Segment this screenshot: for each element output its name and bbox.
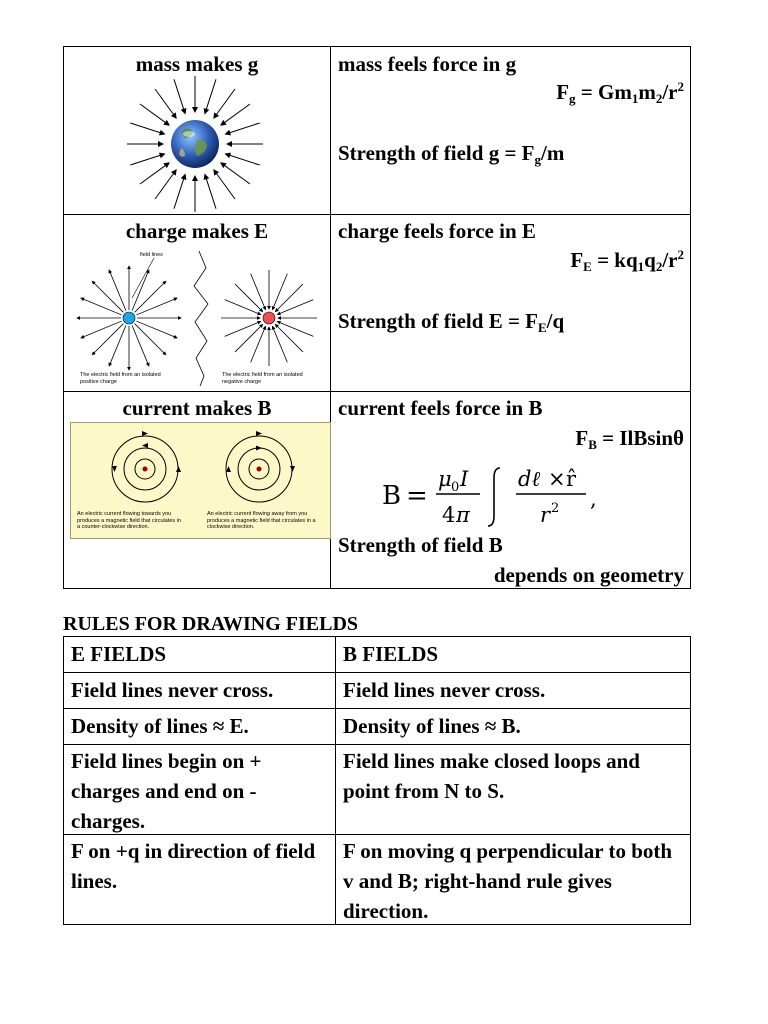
gravity-field-arrow	[221, 163, 250, 184]
negative-charge-caption: The electric field from an isolated negative charge	[222, 372, 303, 385]
e-rule-cell: Field lines begin on + charges and end on - charges.	[71, 749, 262, 833]
gravity-field-arrow	[214, 89, 235, 118]
table-border	[335, 636, 336, 925]
rules-title: RULES FOR DRAWING FIELDS	[63, 613, 359, 635]
svg-text:B: B	[382, 481, 402, 511]
clockwise-caption: An electric current flowing away from you produces a magnetic field that circulates in a clockwise direction.	[207, 511, 316, 530]
e-fields-header: E FIELDS	[71, 642, 167, 666]
inward-field-line	[275, 324, 303, 352]
svg-text:,: ,	[590, 487, 597, 511]
gravity-field-arrow	[205, 174, 216, 208]
outward-field-line	[81, 321, 122, 338]
outward-field-line	[109, 325, 126, 366]
outward-field-line	[92, 281, 123, 312]
counter-clockwise-caption: An electric current flowing towards you produces a magnetic field that circulates in a counter-clockwise direction.	[77, 511, 181, 530]
outward-field-line	[132, 325, 149, 366]
table-border	[63, 46, 691, 47]
gravity-field-arrow	[140, 104, 169, 125]
earth-gravity-diagram	[125, 74, 265, 214]
b-rule-cell: Field lines never cross.	[343, 678, 546, 702]
outward-field-line	[109, 270, 126, 311]
earth-globe	[171, 120, 219, 168]
gravity-field-arrow	[205, 79, 216, 113]
table-border	[63, 214, 691, 215]
gravity-force-equation: $F_g = Gm_1m_2/r^2$	[556, 79, 684, 106]
svg-text:2: 2	[551, 501, 560, 516]
magnetic-force-equation: $F_B = IlBsin\theta$	[575, 426, 684, 452]
svg-text:μ: μ	[438, 467, 452, 491]
b-rule-cell: Density of lines ≈ B.	[343, 714, 521, 738]
gravity-field-arrow	[155, 170, 176, 199]
svg-text:dℓ: dℓ	[518, 467, 541, 491]
svg-text:r̂: r̂	[566, 467, 577, 491]
magnetic-force-heading: current feels force in B	[338, 396, 543, 420]
gravity-field-arrow	[225, 154, 259, 165]
e-rule-cell: Field lines never cross.	[71, 678, 274, 702]
table-border	[63, 636, 64, 925]
gravity-field-arrow	[140, 163, 169, 184]
negative-charge	[263, 312, 275, 324]
svg-text:4: 4	[442, 503, 456, 527]
inward-field-line	[277, 321, 313, 336]
outward-field-line	[135, 281, 166, 312]
positive-charge	[123, 312, 135, 324]
electric-field-strength: Strength of field $E = F_E/q$	[338, 309, 565, 335]
field-lines-label: field lines	[140, 252, 163, 258]
gravity-field-arrow	[130, 154, 164, 165]
e-rule-cell: Density of lines ≈ E.	[71, 714, 249, 738]
electric-force-heading: charge feels force in E	[338, 219, 536, 243]
gravity-source-heading: mass makes g	[135, 52, 259, 76]
table-border	[63, 708, 691, 709]
table-border	[690, 636, 691, 925]
gravity-field-arrow	[155, 89, 176, 118]
inward-field-line	[272, 326, 287, 362]
table-border	[63, 46, 64, 589]
outward-field-line	[136, 298, 177, 315]
gravity-field-arrow	[174, 174, 185, 208]
inward-field-line	[275, 284, 303, 312]
table-border	[63, 391, 691, 392]
gravity-field-arrow	[221, 104, 250, 125]
table-border	[63, 588, 691, 589]
inward-field-line	[225, 300, 261, 315]
table-border	[63, 636, 691, 637]
electric-force-equation: $F_E = kq_1q_2/r^2$	[570, 247, 684, 274]
current-loops-diagram	[71, 423, 330, 513]
magnetic-field-geometry-note: depends on geometry	[493, 563, 684, 587]
b-rule-cell: Field lines make closed loops and point from N to S.	[343, 749, 640, 803]
inward-field-line	[225, 321, 261, 336]
gravity-field-arrow	[174, 79, 185, 113]
inward-field-line	[272, 274, 287, 310]
outward-field-line	[81, 298, 122, 315]
table-border	[63, 672, 691, 673]
gravity-force-heading: mass feels force in g	[338, 52, 517, 76]
svg-text:I: I	[460, 467, 469, 491]
gravity-field-arrow	[225, 123, 259, 134]
outward-field-line	[132, 270, 149, 311]
gravity-field-strength: Strength of field $g = F_g/m$	[338, 141, 565, 167]
outward-field-line	[92, 324, 123, 355]
magnetic-field-panel	[70, 422, 331, 539]
positive-charge-caption: The electric field from an isolated positive charge	[80, 372, 161, 385]
inward-field-line	[251, 274, 266, 310]
svg-text:×: ×	[548, 467, 566, 491]
current-out-dot	[143, 467, 148, 472]
current-in-dot	[257, 467, 262, 472]
outward-field-line	[136, 321, 177, 338]
electric-field-diagram	[74, 246, 324, 391]
svg-text:π: π	[456, 503, 470, 527]
inward-field-line	[251, 326, 266, 362]
magnetic-field-strength: Strength of field B	[338, 533, 503, 557]
svg-text:=: =	[406, 481, 428, 511]
gravity-field-arrow	[214, 170, 235, 199]
b-rule-cell: F on moving q perpendicular to both v and B; right-hand rule gives direction.	[343, 839, 673, 923]
magnetic-source-heading: current makes B	[122, 396, 272, 420]
inward-field-line	[235, 324, 263, 352]
gravity-field-arrow	[130, 123, 164, 134]
svg-text:r: r	[540, 503, 551, 527]
svg-text:0: 0	[451, 480, 460, 495]
table-border	[63, 744, 691, 745]
electric-source-heading: charge makes E	[125, 219, 269, 243]
e-rule-cell: F on +q in direction of field lines.	[71, 839, 316, 893]
b-fields-header: B FIELDS	[343, 642, 439, 666]
outward-field-line	[135, 324, 166, 355]
inward-field-line	[235, 284, 263, 312]
inward-field-line	[277, 300, 313, 315]
table-border	[690, 46, 691, 589]
biot-savart-equation	[380, 460, 610, 532]
